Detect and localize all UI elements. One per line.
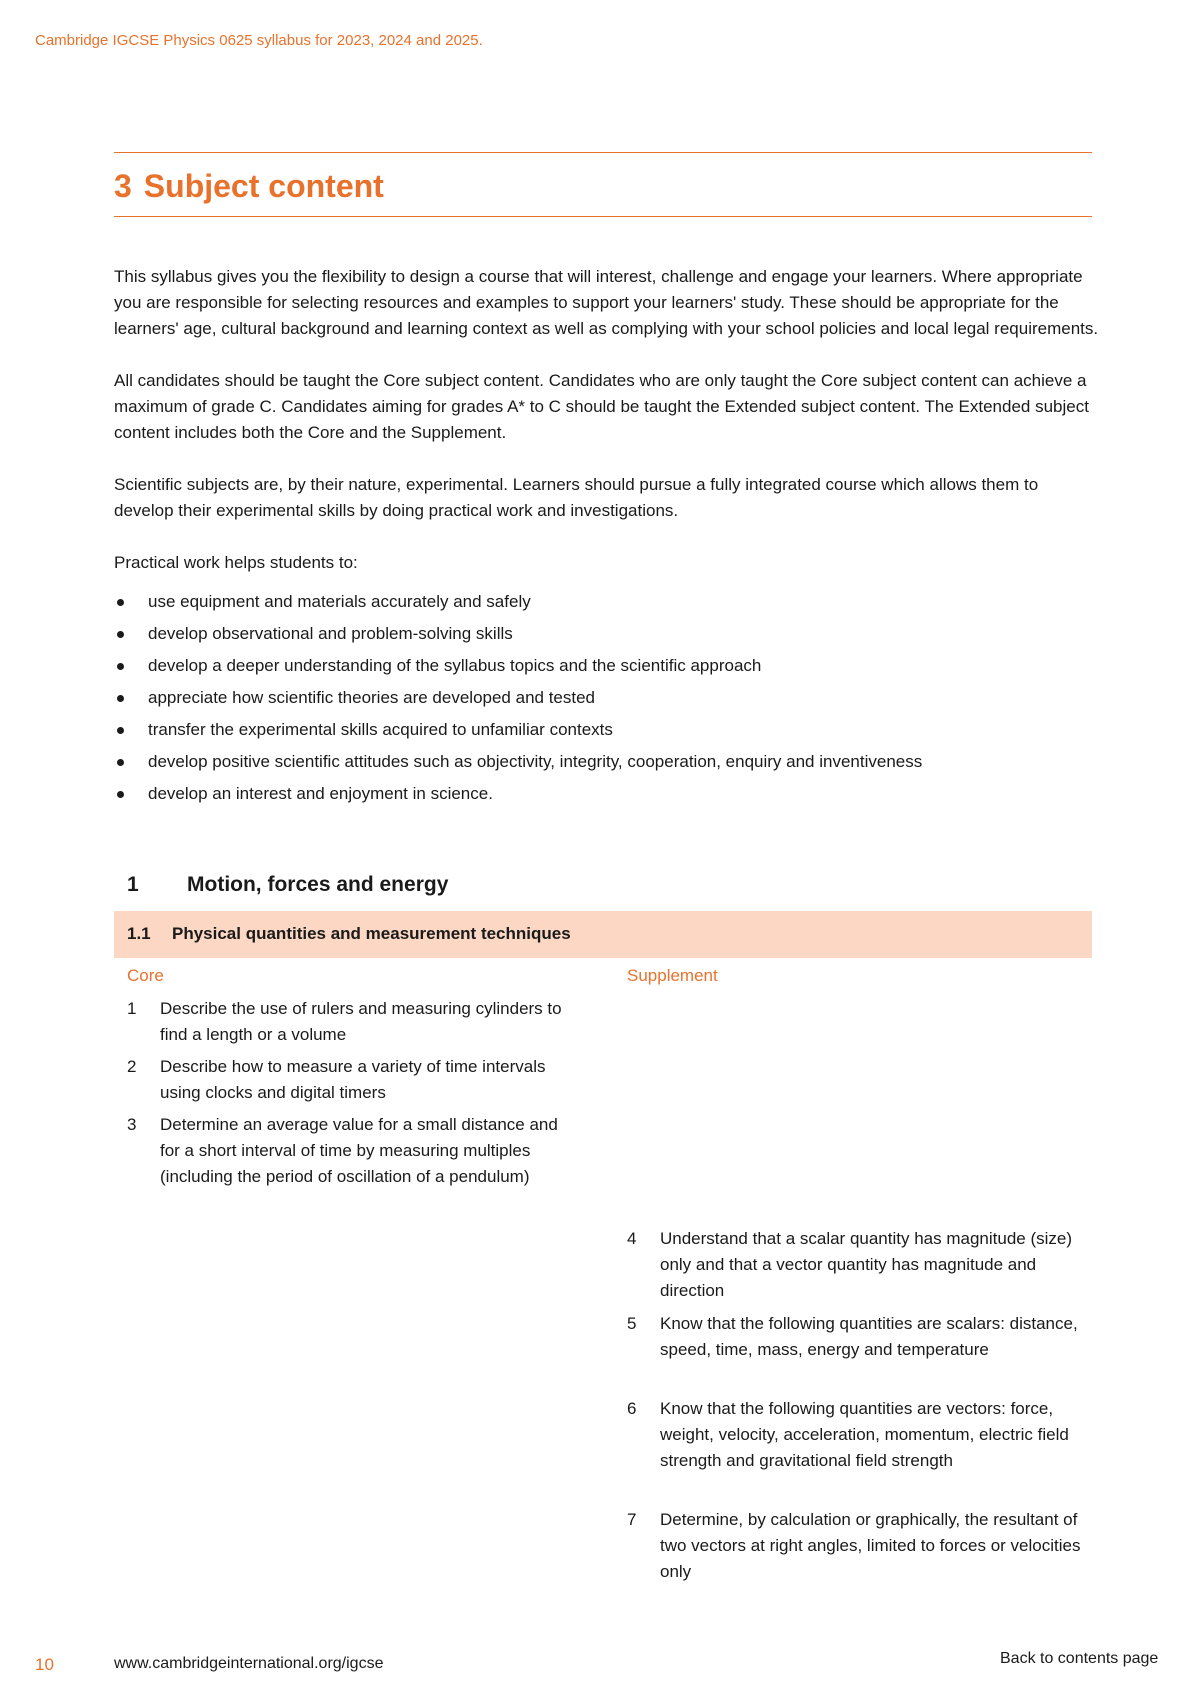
back-to-contents-link[interactable]: Back to contents page (1000, 1650, 1159, 1667)
bullet-icon (117, 663, 124, 670)
core-item (127, 1112, 582, 1190)
item-text: Understand that a scalar quantity has magnitude (size) only and that a vector quantity has magnitude and direction (660, 1229, 1073, 1300)
item-text: Describe how to measure a variety of time intervals using clocks and digital timers (160, 1057, 546, 1102)
list-item (114, 618, 1099, 650)
bullet-icon (117, 759, 124, 766)
section-number: 3 (114, 168, 132, 204)
list-item-text: develop an interest and enjoyment in science. (148, 784, 493, 803)
subtopic-title: Physical quantities and measurement techniques (172, 924, 571, 943)
supplement-item (627, 1396, 1085, 1474)
supplement-item (627, 1226, 1085, 1304)
list-item-text: develop positive scientific attitudes such as objectivity, integrity, cooperation, enquiry and inventiveness (148, 752, 923, 771)
list-lead: Practical work helps students to: (114, 553, 358, 572)
intro-paragraph: All candidates should be taught the Core subject content. Candidates who are only taught the Core subject content can achieve a maximum of grade C. Candidates aiming for grades A* to C should be taught the Extended subject content. The Extended subject content includes both the Core and the Supplement. (114, 371, 1089, 442)
list-item (114, 746, 1099, 778)
list-item-text: develop a deeper understanding of the syllabus topics and the scientific approach (148, 656, 762, 675)
section-rule-top (114, 152, 1092, 153)
section-rule-bottom (114, 216, 1092, 217)
core-item (127, 996, 582, 1048)
list-item-text: use equipment and materials accurately and safely (148, 592, 531, 611)
intro-text (114, 264, 1099, 810)
item-number: 6 (627, 1399, 637, 1418)
item-text: Know that the following quantities are scalars: distance, speed, time, mass, energy and temperature (660, 1314, 1078, 1359)
page-number: 10 (35, 1655, 54, 1674)
intro-paragraph: Scientific subjects are, by their nature, experimental. Learners should pursue a fully integrated course which allows them to develop their experimental skills by doing practical work and investigations. (114, 475, 1039, 520)
section-heading (114, 168, 384, 205)
footer-url-link[interactable]: www.cambridgeinternational.org/igcse (114, 1655, 384, 1672)
list-item (114, 714, 1099, 746)
item-number: 3 (127, 1115, 137, 1134)
topic-heading (127, 873, 448, 897)
list-item (114, 682, 1099, 714)
supplement-item (627, 1311, 1085, 1363)
list-item-text: transfer the experimental skills acquired to unfamiliar contexts (148, 720, 613, 739)
bullet-icon (117, 695, 124, 702)
topic-title: Motion, forces and energy (187, 873, 449, 896)
bullet-icon (117, 791, 124, 798)
bullet-icon (117, 599, 124, 606)
supplement-item (627, 1507, 1085, 1585)
item-text: Determine an average value for a small distance and for a short interval of time by measuring multiples (including the period of oscillation of a pendulum) (160, 1115, 558, 1186)
item-text: Describe the use of rulers and measuring cylinders to find a length or a volume (160, 999, 562, 1044)
topic-number: 1 (127, 873, 139, 896)
practical-work-list (114, 586, 1099, 810)
item-number: 5 (627, 1314, 637, 1333)
item-number: 1 (127, 999, 137, 1018)
core-column-heading: Core (127, 966, 164, 985)
item-text: Know that the following quantities are vectors: force, weight, velocity, acceleration, momentum, electric field strength and gravitational field strength (660, 1399, 1069, 1470)
bullet-icon (117, 727, 124, 734)
section-title: Subject content (143, 168, 384, 204)
item-text: Determine, by calculation or graphically, the resultant of two vectors at right angles, limited to forces or velocities only (660, 1510, 1081, 1581)
list-item-text: appreciate how scientific theories are developed and tested (148, 688, 596, 707)
bullet-icon (117, 631, 124, 638)
supplement-column-heading: Supplement (627, 966, 718, 985)
item-number: 4 (627, 1229, 637, 1248)
list-item (114, 650, 1099, 682)
intro-paragraph: This syllabus gives you the flexibility to design a course that will interest, challenge and engage your learners. Where appropriate you are responsible for selecting resources and examples to support your learners' study. These should be appropriate for the learners' age, cultural background and learning context as well as complying with your school policies and local legal requirements. (114, 267, 1099, 338)
running-header: Cambridge IGCSE Physics 0625 syllabus for 2023, 2024 and 2025. (35, 32, 483, 49)
list-item (114, 586, 1099, 618)
list-item-text: develop observational and problem-solving skills (148, 624, 513, 643)
subtopic-heading (127, 924, 571, 944)
core-item (127, 1054, 582, 1106)
subtopic-band (114, 911, 1092, 958)
subtopic-number: 1.1 (127, 924, 151, 943)
item-number: 2 (127, 1057, 137, 1076)
list-item (114, 778, 1099, 810)
item-number: 7 (627, 1510, 637, 1529)
